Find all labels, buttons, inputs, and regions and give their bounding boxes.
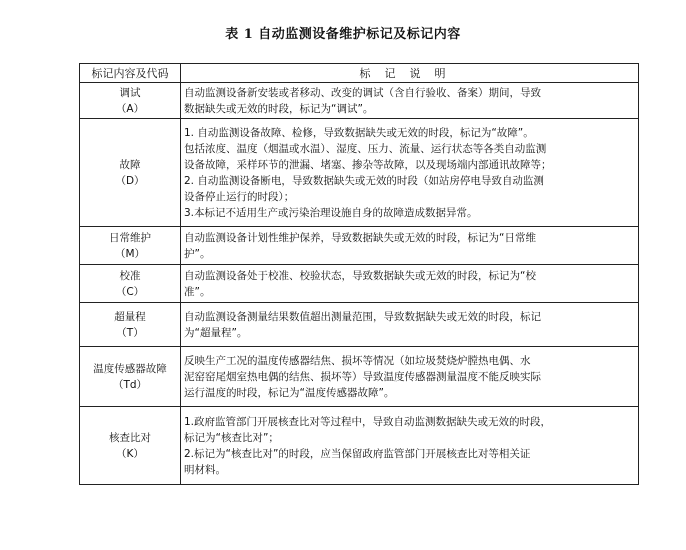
mark-cell — [80, 407, 181, 485]
description-line: 自动监测设备新安装或者移动、改变的调试（含自行验收、备案）期间，导致 — [184, 86, 541, 99]
mark-description — [181, 83, 639, 119]
mark-description — [181, 227, 639, 265]
description-line: 护”。 — [184, 247, 211, 260]
description-line: 标记为“核查比对”； — [184, 431, 279, 444]
table-row-daily-maintenance — [80, 227, 639, 265]
mark-name: 故障 — [119, 158, 141, 171]
description-line: 设备故障，采样环节的泄漏、堵塞、掺杂等故障，以及现场端内部通讯故障等； — [184, 158, 552, 171]
mark-description — [181, 119, 639, 227]
table-header-row — [80, 64, 639, 83]
description-line: 自动监测设备处于校准、校验状态，导致数据缺失或无效的时段，标记为“校 — [184, 269, 536, 282]
mark-code: （M） — [114, 247, 146, 260]
description-line: 反映生产工况的温度传感器结焦、损坏等情况（如垃圾焚烧炉膛热电偶、水 — [184, 354, 531, 367]
mark-name: 温度传感器故障 — [93, 362, 167, 375]
description-line: 为“超量程”。 — [184, 326, 248, 339]
mark-cell — [80, 347, 181, 407]
maintenance-marks-table — [79, 63, 639, 485]
mark-code: （Td） — [112, 378, 148, 391]
mark-description — [181, 265, 639, 303]
description-line: 自动监测设备测量结果数值超出测量范围，导致数据缺失或无效的时段，标记 — [184, 310, 541, 323]
mark-name: 日常维护 — [109, 231, 151, 244]
table-row-calibration — [80, 265, 639, 303]
table-row-temperature-sensor-fault — [80, 347, 639, 407]
description-line: 3.本标记不适用生产或污染治理设施自身的故障造成数据异常。 — [184, 206, 478, 219]
table-title: 表 1 自动监测设备维护标记及标记内容 — [225, 27, 461, 42]
mark-code: （D） — [115, 174, 145, 187]
description-line: 数据缺失或无效的时段，标记为“调试”。 — [184, 102, 374, 115]
mark-cell — [80, 119, 181, 227]
mark-name: 超量程 — [114, 310, 146, 323]
mark-code: （T） — [116, 326, 144, 339]
description-line: 泥窑窑尾烟室热电偶的结焦、损坏等）导致温度传感器测量温度不能反映实际 — [184, 370, 541, 383]
mark-code: （A） — [115, 102, 145, 115]
description-line: 包括浓度、温度（烟温或水温）、湿度、压力、流量、运行状态等各类自动监测 — [184, 142, 547, 155]
description-line: 2. 自动监测设备断电，导致数据缺失或无效的时段（如站房停电导致自动监测 — [184, 174, 544, 187]
description-line: 自动监测设备计划性维护保养，导致数据缺失或无效的时段，标记为“日常维 — [184, 231, 536, 244]
mark-cell — [80, 303, 181, 347]
table-row-debug — [80, 83, 639, 119]
header-mark-code: 标记内容及代码 — [80, 64, 181, 83]
mark-cell — [80, 227, 181, 265]
mark-code: （C） — [115, 285, 145, 298]
description-line: 准”。 — [184, 285, 211, 298]
mark-description — [181, 303, 639, 347]
description-line: 明材料。 — [184, 463, 226, 476]
table-row-over-range — [80, 303, 639, 347]
description-line: 1. 自动监测设备故障、检修，导致数据缺失或无效的时段，标记为“故障”。 — [184, 126, 534, 139]
table-row-fault — [80, 119, 639, 227]
mark-cell — [80, 265, 181, 303]
mark-cell — [80, 83, 181, 119]
table-row-verification-comparison — [80, 407, 639, 485]
mark-code: （K） — [116, 447, 144, 460]
description-line: 1.政府监管部门开展核查比对等过程中，导致自动监测数据缺失或无效的时段， — [184, 415, 552, 428]
mark-description — [181, 407, 639, 485]
mark-description — [181, 347, 639, 407]
mark-name: 核查比对 — [109, 431, 151, 444]
description-line: 运行温度的时段，标记为“温度传感器故障”。 — [184, 386, 395, 399]
description-line: 设备停止运行的时段）； — [184, 190, 295, 203]
header-mark-description: 标记说明 — [181, 64, 639, 83]
mark-name: 校准 — [119, 269, 141, 282]
mark-name: 调试 — [119, 86, 141, 99]
description-line: 2.标记为“核查比对”的时段，应当保留政府监管部门开展核查比对等相关证 — [184, 447, 531, 460]
